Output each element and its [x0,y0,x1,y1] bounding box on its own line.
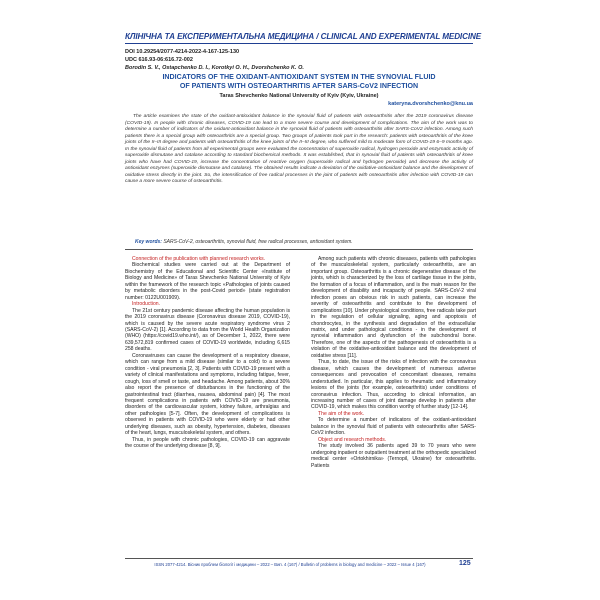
section-heading-aim: The aim of the work. [318,410,365,417]
affiliation: Taras Shevchenko National University of Kyiv (Kyiv, Ukraine) [219,93,379,99]
keywords-list: SARS-CoV-2, osteoarthritis, synovial fluid, free radical processes, antioxidant system. [163,239,353,245]
paragraph: To determine a number of indicators of the oxidant-antioxidant balance in the synovial fluid of patients with osteoarthritis after SARS-CoV2 infection. [311,417,476,437]
article-title [125,73,473,90]
abstract-text: The article examines the state of the oxidant-antioxidant balance in the synovial fluid of patients with osteoarthritis after the 2019 coronavirus disease (COVID-19). In people with chronic diseases, COVID-19 can lead to a more severe course and development of complications. The aim of the work was to determine a number of indicators of the oxidant-antioxidant balance in the synovial fluid of patients with osteoarthritis after SARS-CoV2 infection. Among such patients there is a special group with osteoarthritis are a special group. Two groups of patients took part in the research: patients with osteoarthritis of the knee joints of the II–III degree and patients with osteoarthritis of the knee joints of the II–III degree, who suffered mild to moderate form of COVID-19 6–9 months ago. In the synovial fluid of patients from all experimental groups were evaluated the concentration of superoxide radical, hydrogen peroxide and enzymatic activity of superoxide dismutase and catalase according to standard biochemical methods. It was established, that in synovial fluid of patients with osteoarthritis of knee joints who have had COVID-19, increase the concentration of reactive oxygen (superoxide radical and hydrogen peroxide) and decrease the activity of antioxidant enzymes (superoxide dismutase and catalase). The obtained results indicate a deviation of the oxidative-antioxidant balance and the development of oxidative stress directly in the joint. So, the intensification of free radical processes in the joint of patients with osteoarthritis after infection with COVID-19 can cause a more severe course of osteoarthritis. [125,114,473,184]
page-number: 125 [459,560,471,567]
keywords-divider [125,249,473,250]
section-heading-introduction: Introduction. [132,301,161,308]
paragraph: The study involved 36 patients aged 39 to 70 years who were undergoing inpatient or outpatient treatment at the orthopedic specialized medical center «Ortokhirnika» (Ternopil, Ukraine) for osteoarthritis. Patients [311,443,476,469]
paragraph: Thus, in people with chronic pathologies, COVID-19 can aggravate the course of the underlying disease [8, 9]. [125,436,290,450]
section-heading-methods: Object and research methods. [318,436,387,443]
udc: UDC 616.93-06:616.72-002 [125,57,193,63]
paragraph: Thus, to date, the issue of the risks of infection with the coronavirus disease, which causes the development of numerous adverse consequences and provocation of concomitant diseases, remains understudied. In particular, this applies to rheumatic and inflammatory lesions of the joints (for example, osteoarthritis) under conditions of coronavirus infection. Thus, according to clinical information, an increasing number of cases of joint damage develop in patients after COVID-19, which makes this condition worthy of further study [12-14]. [311,359,476,411]
journal-header: КЛІНІЧНА ТА ЕКСПЕРИМЕНТАЛЬНА МЕДИЦИНА / CLINICAL AND EXPERIMENTAL MEDICINE [125,32,482,41]
body-column-right [311,256,476,469]
paragraph: Biochemical studies were carried out at the Department of Biochemistry of the Educational and Scientific Center «Institute of Biology and Medicine» of Taras Shevchenko National University of Kyiv within the framework of the research topic «Pathologies of joints caused by metabolic disorders in the post-Covid period» (state registration number: 0122U001909). [125,262,290,301]
header-divider [125,43,473,44]
footer-divider [125,558,473,559]
section-heading-connection: Connection of the publication with planned research works. [132,256,266,262]
paragraph: The 21st century pandemic disease affecting the human population is the 2019 coronavirus disease (Coronavirus disease 2019, COVID-19), which is caused by the severe acute respiratory syndrome virus 2 (SARS-CoV-2) [1]. According to data from the World Health Organization (WHO) (https://covid19.who.int/), as of December 1, 2022, there were 639,572,819 confirmed cases of COVID-19 worldwide, including 6,615 258 deaths. [125,307,290,353]
article-title-line: OF PATIENTS WITH OSTEOARTHRITIS AFTER SARS-CoV2 INFECTION [179,81,419,90]
keywords-label: Key words: [135,239,162,245]
author-email: kateryna.dvorshchenko@knu.ua [388,101,473,107]
body-column-left [125,256,290,450]
paragraph: Coronaviruses can cause the development of a respiratory disease, which can range from a mild disease (similar to a cold) to a severe condition - viral pneumonia [2, 3]. Patients with COVID-19 present with a variety of clinical manifestations and symptoms, including fatigue, fever, cough, loss of smell or taste, and headache. Among patients, about 30% also report the presence of disturbances in the functioning of the gastrointestinal tract (diarrhea, nausea, abdominal pain) [4]. The most frequent complications in patients with COVID-19 are pneumonia, disorders of the cardiovascular system, kidney failure, arthralgias and other pathologies [5-7]. Often, the development of complications is observed in patients with COVID-19 who were elderly or had other underlying diseases, such as obesity, hypertension, diabetes, diseases of the heart, lungs, musculoskeletal system, and others. [125,352,290,437]
paragraph: Among such patients with chronic diseases, patients with pathologies of the musculoskeletal system, particularly osteoarthritis, are an important group. Osteoarthritis is a chronic degenerative disease of the joints, which is characterized by the loss of cartilage tissue in the joints, the formation of a focus of inflammation, and is the main reason for the development of disability and incapacity of people. SARS-CoV-2 viral infection poses an obvious risk in such patients, can increase the severity of osteoarthritis and contribute to the development of complications [10]. Under physiological conditions, free radicals take part in the regulation of cellular signaling, aging and apoptosis of chondrocytes, in the synthesis and degradation of the extracellular matrix, and under pathological conditions - in the development of synovial inflammation and dysfunction of the subchondral bone. Therefore, one of the aspects of the pathogenesis of osteoarthritis is a violation of the oxidative-antioxidant balance and the development of oxidative stress [11]. [311,256,476,359]
abstract [125,114,473,186]
journal-footer: ISSN 2077-4214. Вісник проблем біології і медицини – 2022 – Вип. 4 (167) / Bulletin of problems in biology and medicine – 2022 – Issue 4 (167) [154,562,426,567]
article-title-line: INDICATORS OF THE OXIDANT-ANTIOXIDANT SYSTEM IN THE SYNOVIAL FLUID [162,73,436,81]
authors: Borodin S. V., Ostapchenko D. I., Korotkyi O. H., Dvorshchenko K. O. [125,65,304,71]
doi: DOI 10.29254/2077-4214-2022-4-167-125-130 [125,49,240,55]
keywords [125,239,473,245]
